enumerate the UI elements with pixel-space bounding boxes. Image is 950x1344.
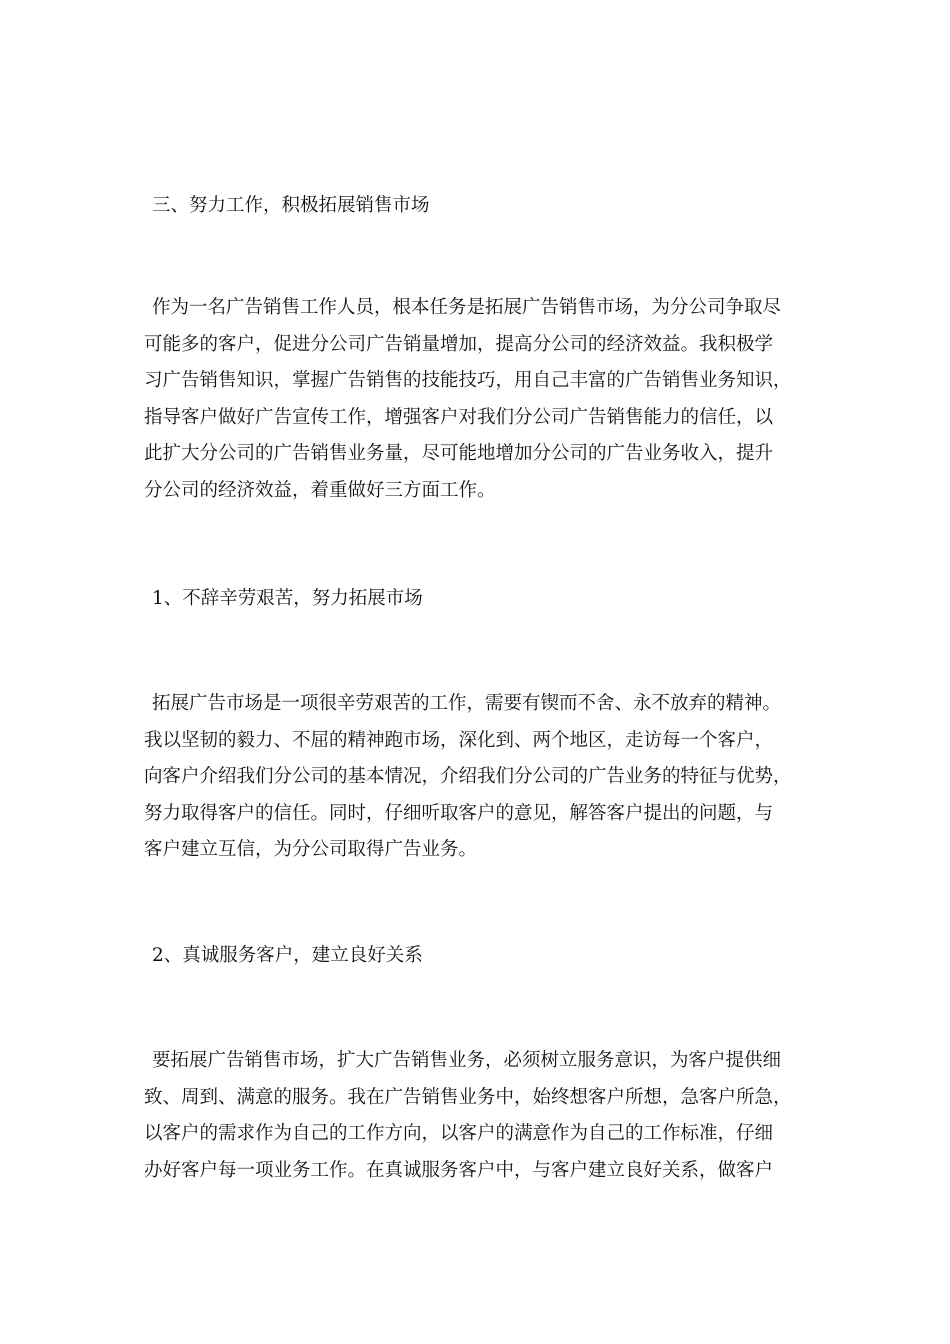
paragraph-line: 拓展广告市场是一项很辛劳艰苦的工作，需要有锲而不舍、永不放弃的精神。: [152, 693, 782, 714]
paragraph-line: 以客户的需求作为自己的工作方向，以客户的满意作为自己的工作标准，仔细: [144, 1123, 774, 1145]
section-title: 三、努力工作，积极拓展销售市场: [152, 195, 430, 216]
paragraph-line: 要拓展广告销售市场，扩大广告销售业务，必须树立服务意识，为客户提供细: [152, 1050, 782, 1071]
paragraph-line: 努力取得客户的信任。同时，仔细听取客户的意见，解答客户提出的问题，与: [144, 802, 774, 824]
subheading-1: 1、不辞辛劳艰苦，努力拓展市场: [152, 588, 423, 609]
paragraph-line: 指导客户做好广告宣传工作，增强客户对我们分公司广告销售能力的信任，以: [144, 406, 774, 428]
paragraph-line: 向客户介绍我们分公司的基本情况，介绍我们分公司的广告业务的特征与优势，: [144, 766, 792, 788]
paragraph-line: 作为一名广告销售工作人员，根本任务是拓展广告销售市场，为分公司争取尽: [152, 297, 782, 318]
paragraph-line: 致、周到、满意的服务。我在广告销售业务中，始终想客户所想，急客户所急，: [144, 1086, 792, 1108]
paragraph-line: 办好客户每一项业务工作。在真诚服务客户中，与客户建立良好关系，做客户: [144, 1159, 774, 1181]
paragraph-line: 我以坚韧的毅力、不屈的精神跑市场，深化到、两个地区，走访每一个客户，: [144, 729, 774, 751]
paragraph-line: 分公司的经济效益，着重做好三方面工作。: [144, 479, 496, 501]
paragraph-line: 习广告销售知识，掌握广告销售的技能技巧，用自己丰富的广告销售业务知识，: [144, 370, 792, 392]
paragraph-3: [144, 1043, 814, 1189]
paragraph-line: 可能多的客户，促进分公司广告销量增加，提高分公司的经济效益。我积极学: [144, 333, 774, 355]
paragraph-line: 此扩大分公司的广告销售业务量，尽可能地增加分公司的广告业务收入，提升: [144, 443, 774, 465]
paragraph-1: [144, 290, 814, 510]
subheading-2: 2、真诚服务客户，建立良好关系: [152, 945, 423, 966]
paragraph-2: [144, 686, 814, 869]
paragraph-line: 客户建立互信，为分公司取得广告业务。: [144, 839, 478, 861]
